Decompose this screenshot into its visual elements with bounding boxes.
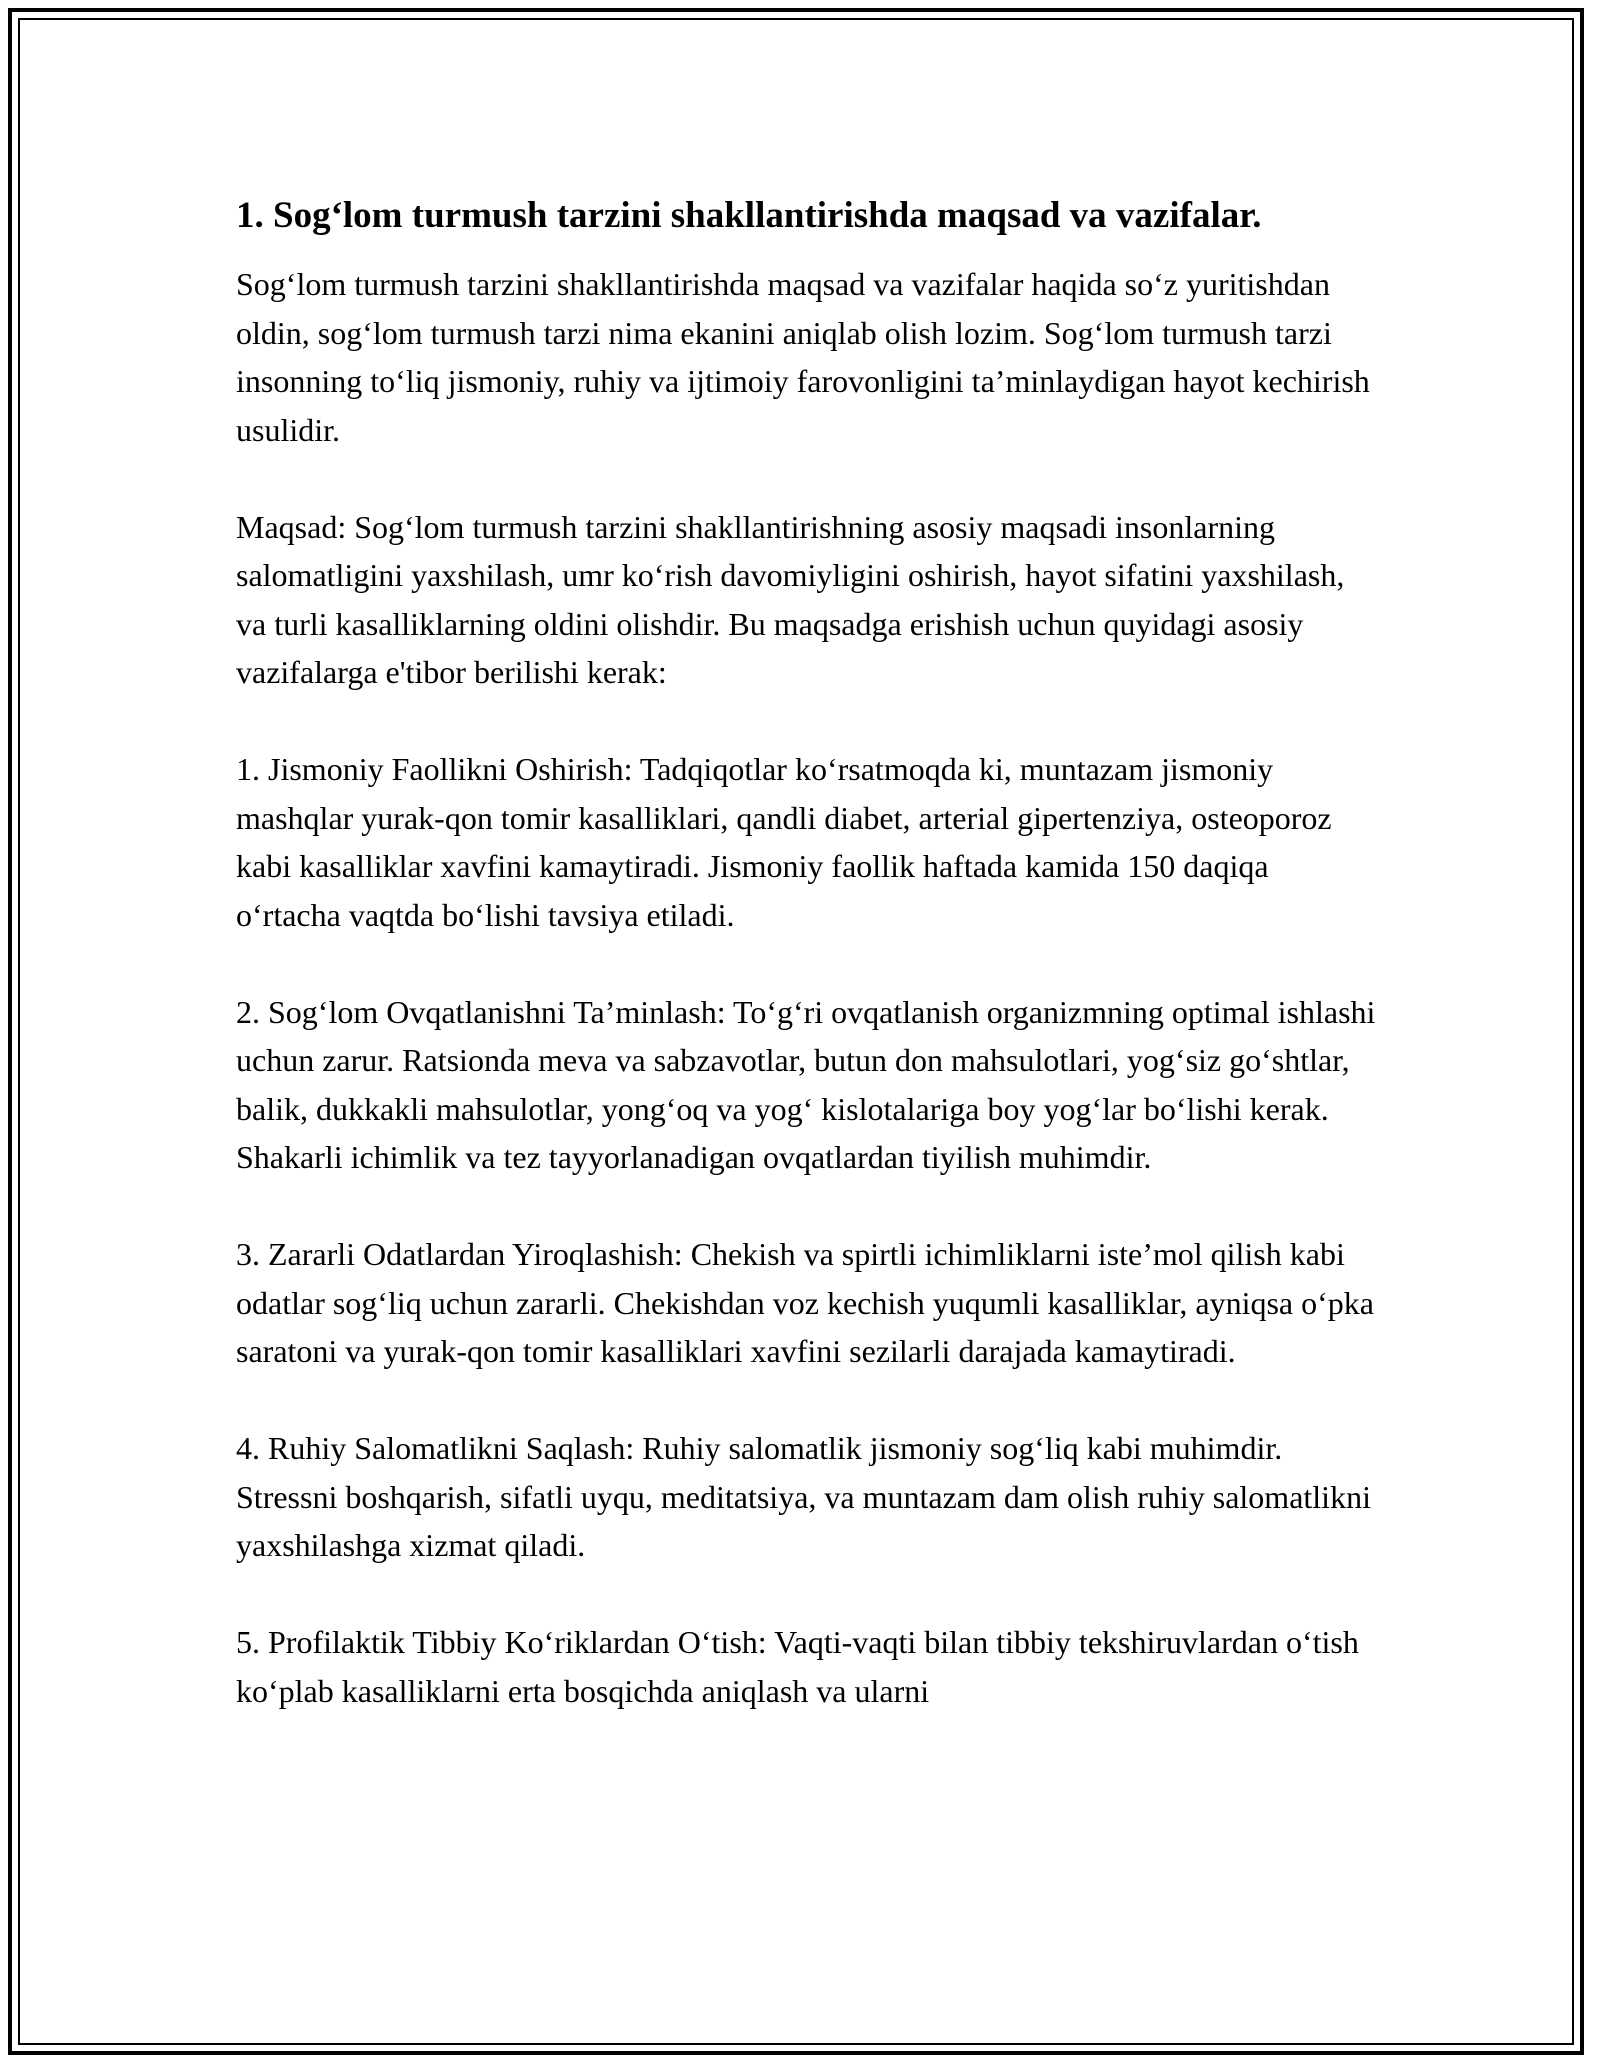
paragraph-goal: Maqsad: Sog‘lom turmush tarzini shakllantirishning asosiy maqsadi insonlarning salomatligini yaxshilash, umr ko‘rish davomiyligini oshirish, hayot sifatini yaxshilash, va turli kasalliklarning oldini olishdir. Bu maqsadga erishish uchun quyidagi asosiy vazifalarga e'tibor berilishi kerak:	[236, 508, 1345, 690]
document-body	[236, 188, 1376, 1715]
paragraph-task-physical-activity: 1. Jismoniy Faollikni Oshirish: Tadqiqotlar ko‘rsatmoqda ki, muntazam jismoniy mashqlar yurak-qon tomir kasalliklari, qandli diabet, arterial gipertenziya, osteoporoz kabi kasalliklar xavfini kamaytiradi. Jismoniy faollik haftada kamida 150 daqiqa o‘rtacha vaqtda bo‘lishi tavsiya etiladi.	[236, 751, 1332, 933]
paragraph-task-avoid-bad-habits: 3. Zararli Odatlardan Yiroqlashish: Chekish va spirtli ichimliklarni iste’mol qilish kabi odatlar sog‘liq uchun zararli. Chekishdan voz kechish yuqumli kasalliklar, ayniqsa o‘pka saratoni va yurak-qon tomir kasalliklari xavfini sezilarli darajada kamaytiradi.	[236, 1236, 1374, 1369]
section-heading: 1. Sog‘lom turmush tarzini shakllantirishda maqsad va vazifalar.	[236, 195, 1262, 236]
paragraph-intro: Sog‘lom turmush tarzini shakllantirishda maqsad va vazifalar haqida so‘z yuritishdan oldin, sog‘lom turmush tarzi nima ekanini aniqlab olish lozim. Sog‘lom turmush tarzi insonning to‘liq jismoniy, ruhiy va ijtimoiy farovonligini ta’minlaydigan hayot kechirish usulidir.	[236, 266, 1370, 448]
paragraph-task-preventive-checkups: 5. Profilaktik Tibbiy Ko‘riklardan O‘tish: Vaqti-vaqti bilan tibbiy tekshiruvlardan o‘tish ko‘plab kasalliklarni erta bosqichda aniqlash va ularni	[236, 1624, 1359, 1709]
paragraph-task-mental-health: 4. Ruhiy Salomatlikni Saqlash: Ruhiy salomatlik jismoniy sog‘liq kabi muhimdir. Stressni boshqarish, sifatli uyqu, meditatsiya, va muntazam dam olish ruhiy salomatlikni yaxshilashga xizmat qiladi.	[236, 1430, 1371, 1563]
paragraph-task-healthy-nutrition: 2. Sog‘lom Ovqatlanishni Ta’minlash: To‘g‘ri ovqatlanish organizmning optimal ishlashi uchun zarur. Ratsionda meva va sabzavotlar, butun don mahsulotlari, yog‘siz go‘shtlar, balik, dukkakli mahsulotlar, yong‘oq va yog‘ kislotalariga boy yog‘lar bo‘lishi kerak. Shakarli ichimlik va tez tayyorlanadigan ovqatlardan tiyilish muhimdir.	[236, 993, 1376, 1175]
